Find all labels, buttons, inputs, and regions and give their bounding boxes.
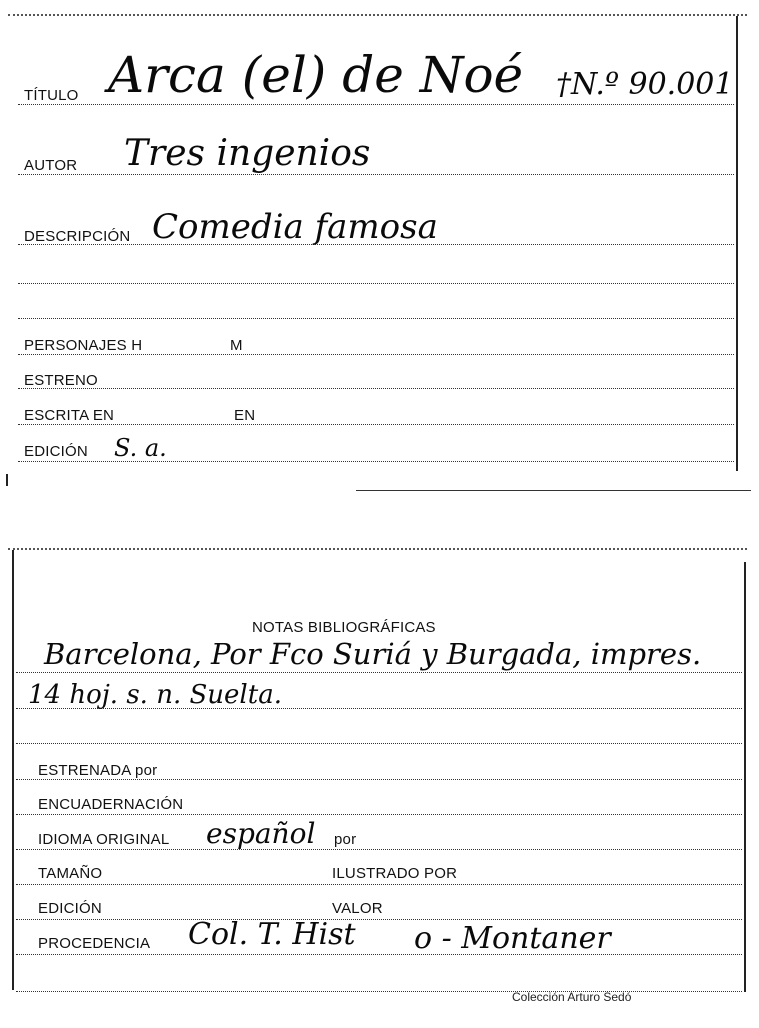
handwritten-edicion: S. a. xyxy=(114,434,167,462)
card-top-edge xyxy=(8,548,747,550)
rule-line xyxy=(16,849,742,850)
catalog-card-bottom xyxy=(0,540,759,1028)
rule-line xyxy=(18,174,734,175)
card-right-edge xyxy=(736,16,738,471)
handwritten-titulo: Arca (el) de Noé xyxy=(108,46,524,104)
rule-line xyxy=(18,318,734,319)
handwritten-procedencia-part2: o - Montaner xyxy=(414,921,611,956)
label-edicion: EDICIÓN xyxy=(38,900,102,917)
label-descripcion: DESCRIPCIÓN xyxy=(24,228,131,245)
handwritten-procedencia-part1: Col. T. Hist xyxy=(188,917,356,952)
card-left-edge xyxy=(6,474,8,486)
label-valor: VALOR xyxy=(332,900,383,917)
label-procedencia: PROCEDENCIA xyxy=(38,935,151,952)
rule-line xyxy=(16,954,742,955)
label-edicion: EDICIÓN xyxy=(24,443,88,460)
card-right-edge xyxy=(744,562,746,992)
rule-line xyxy=(16,919,742,920)
label-escrita-en: ESCRITA EN xyxy=(24,407,115,424)
label-encuadernacion: ENCUADERNACIÓN xyxy=(38,796,184,813)
label-autor: AUTOR xyxy=(24,157,78,174)
handwritten-notas-line2: 14 hoj. s. n. Suelta. xyxy=(28,680,282,710)
label-idioma-original: IDIOMA ORIGINAL xyxy=(38,831,170,848)
handwritten-descripcion: Comedia famosa xyxy=(152,207,438,247)
rule-line xyxy=(16,743,742,744)
rule-line xyxy=(16,779,742,780)
label-tamano: TAMAÑO xyxy=(38,865,103,882)
label-ilustrado-por: ILUSTRADO POR xyxy=(332,865,458,882)
handwritten-idioma-original: español xyxy=(206,817,316,850)
label-idioma-por: por xyxy=(334,831,357,848)
label-personajes-m: M xyxy=(230,337,243,354)
label-estreno: ESTRENO xyxy=(24,372,98,389)
label-escrita-en-2: EN xyxy=(234,407,256,424)
rule-line xyxy=(18,283,734,284)
handwritten-catalog-number: †N.º 90.001 xyxy=(556,67,734,102)
label-notas-bibliograficas: NOTAS BIBLIOGRÁFICAS xyxy=(252,619,436,636)
card-left-edge xyxy=(12,550,14,990)
label-estrenada-por: ESTRENADA por xyxy=(38,762,158,779)
rule-line xyxy=(18,388,734,389)
collection-credit: Colección Arturo Sedó xyxy=(512,990,632,1004)
rule-line xyxy=(16,814,742,815)
rule-line xyxy=(18,354,734,355)
label-personajes-h: PERSONAJES H xyxy=(24,337,143,354)
rule-line xyxy=(356,490,751,491)
catalog-card-top xyxy=(0,0,759,500)
rule-line xyxy=(16,991,742,992)
label-titulo: TÍTULO xyxy=(24,87,79,104)
handwritten-autor: Tres ingenios xyxy=(124,133,371,174)
handwritten-notas-line1: Barcelona, Por Fco Suriá y Burgada, impres. xyxy=(44,637,702,671)
rule-line xyxy=(16,672,742,673)
rule-line xyxy=(18,424,734,425)
card-top-edge xyxy=(8,14,747,16)
rule-line xyxy=(16,884,742,885)
rule-line xyxy=(18,104,734,105)
